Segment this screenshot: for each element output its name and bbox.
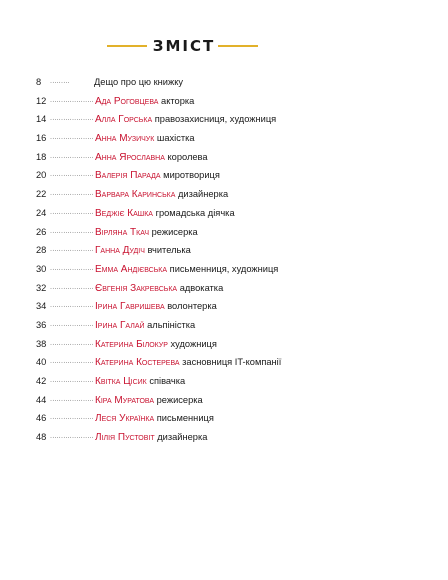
dot-leader	[50, 73, 70, 92]
toc-page-number: 38	[36, 338, 47, 349]
toc-entry-text	[93, 241, 191, 261]
toc-entry[interactable]	[36, 110, 436, 129]
toc-entry[interactable]	[36, 223, 436, 242]
person-description: акторка	[161, 95, 195, 106]
toc-page-number: 14	[36, 114, 47, 125]
person-name: Емма Андієвська	[95, 263, 168, 275]
toc-entry-text	[93, 166, 220, 186]
toc-entry[interactable]	[36, 279, 436, 298]
toc-entry-text	[92, 73, 183, 92]
toc-entry-text	[93, 204, 235, 224]
toc-entry-text	[93, 185, 228, 205]
person-description: вчителька	[147, 245, 191, 256]
person-name: Леся Українка	[95, 413, 155, 425]
person-name: Варвара Каринська	[95, 189, 176, 201]
toc-entry[interactable]	[36, 148, 436, 167]
person-description: альпіністка	[147, 319, 196, 330]
person-description: режисерка	[151, 226, 198, 237]
person-name: Лілія Пустовіт	[95, 432, 155, 444]
toc-page-number: 8	[36, 77, 42, 87]
toc-page-number: 48	[36, 432, 47, 443]
toc-entry-text	[93, 148, 208, 168]
toc-entry-text	[93, 297, 217, 317]
toc-page-number: 42	[36, 376, 47, 386]
toc-entry-text	[93, 279, 223, 299]
person-name: Катерина Костерева	[95, 357, 180, 369]
toc-entry-text	[93, 409, 214, 429]
person-description: громадська діячка	[155, 207, 235, 218]
toc-entry-text	[93, 353, 281, 373]
toc-entry[interactable]	[36, 409, 436, 428]
toc-page-number: 18	[36, 151, 47, 162]
person-name: Кіра Муратова	[95, 394, 155, 406]
person-name: Ада Роговцева	[95, 95, 159, 107]
person-description: шахістка	[156, 133, 195, 144]
toc-entry-text	[93, 428, 207, 448]
toc-entry-text	[93, 260, 278, 280]
toc-entry-text	[93, 110, 276, 130]
person-description: письменниця, художниця	[169, 263, 279, 274]
toc-entry-text	[93, 372, 185, 392]
toc-entry-text	[93, 391, 203, 411]
toc-entry-text	[93, 335, 217, 355]
toc-entry[interactable]	[36, 428, 436, 447]
person-description: дизайнерка	[178, 189, 229, 200]
person-description: волонтерка	[167, 301, 217, 312]
toc-entry-text	[93, 129, 195, 149]
toc-entry[interactable]	[36, 73, 436, 92]
toc-entry[interactable]	[36, 316, 436, 335]
person-name: Анна Ярославна	[95, 151, 165, 163]
person-name: Валерія Парада	[95, 170, 161, 182]
toc-entry[interactable]	[36, 92, 436, 111]
person-name: Євгенія Закревська	[95, 282, 178, 294]
person-description: миротвориця	[163, 170, 220, 181]
toc-page-number: 32	[36, 282, 47, 293]
person-name: Катерина Білокур	[95, 338, 168, 350]
person-name: Анна Музичук	[95, 133, 155, 145]
toc-page-number: 24	[36, 207, 47, 218]
toc-entry[interactable]	[36, 353, 436, 372]
toc-entry[interactable]	[36, 129, 436, 148]
toc-page-number: 44	[36, 394, 47, 405]
person-description: засновниця IT-компанії	[182, 357, 282, 368]
table-of-contents	[36, 73, 436, 447]
toc-entry[interactable]	[36, 372, 436, 391]
toc-page-number: 30	[36, 263, 47, 274]
person-description: режисерка	[156, 394, 203, 405]
person-description: королева	[167, 151, 208, 162]
toc-page-number: 40	[36, 357, 47, 368]
toc-entry-text	[93, 92, 194, 112]
person-description: дизайнерка	[157, 432, 208, 443]
toc-page-number: 12	[36, 95, 47, 106]
toc-entry[interactable]	[36, 335, 436, 354]
person-name: Ірина Гавришева	[95, 301, 165, 313]
person-description: адвокатка	[179, 282, 224, 293]
person-description: Дещо про цю книжку	[94, 77, 184, 87]
person-description: письменниця	[156, 413, 214, 424]
person-name: Алла Горська	[95, 114, 153, 126]
toc-entry[interactable]	[36, 166, 436, 185]
person-description: правозахисниця, художниця	[154, 114, 277, 125]
toc-header	[0, 34, 448, 58]
toc-page-number: 34	[36, 301, 47, 312]
toc-page-number: 20	[36, 170, 47, 181]
toc-entry[interactable]	[36, 185, 436, 204]
person-name: Ірина Галай	[95, 319, 145, 331]
toc-page-number: 46	[36, 413, 47, 424]
toc-entry[interactable]	[36, 297, 436, 316]
person-description: співачка	[149, 376, 186, 386]
toc-entry[interactable]	[36, 260, 436, 279]
toc-page-number: 36	[36, 319, 47, 330]
toc-entry[interactable]	[36, 204, 436, 223]
person-name: Вірляна Ткач	[95, 226, 150, 238]
toc-entry-text	[93, 316, 195, 336]
toc-page-number: 22	[36, 189, 47, 200]
title-rule-right	[218, 45, 258, 47]
toc-page-number: 26	[36, 226, 47, 237]
toc-entry-text	[93, 223, 198, 243]
person-description: художниця	[170, 338, 217, 349]
title-rule-left	[107, 45, 147, 47]
toc-entry[interactable]	[36, 241, 436, 260]
person-name: Ганна Дудіч	[95, 245, 145, 257]
toc-page-number: 16	[36, 133, 47, 144]
toc-page-number: 28	[36, 245, 47, 256]
person-name: Веджіє Кашка	[95, 207, 153, 219]
person-name: Квітка Цісик	[95, 376, 147, 387]
toc-entry[interactable]	[36, 391, 436, 410]
page-title: ЗМІСТ	[152, 37, 216, 55]
